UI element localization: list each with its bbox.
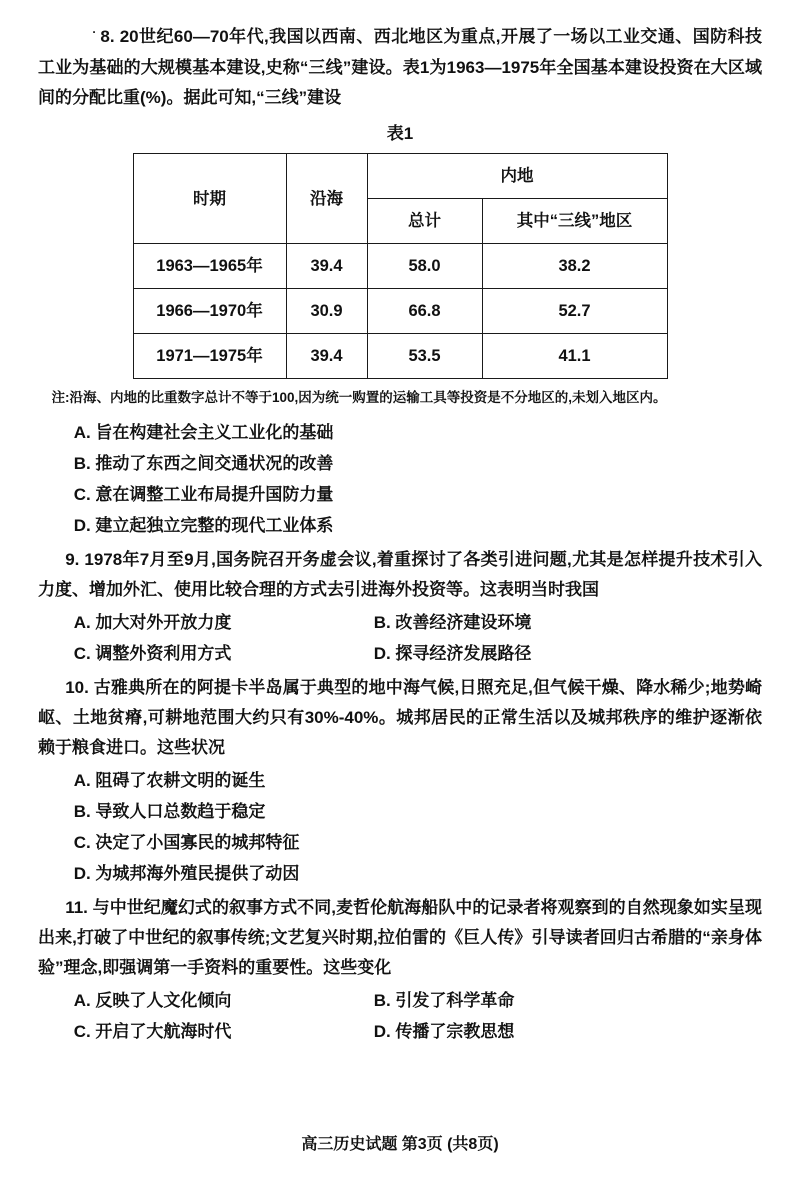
- q10-option-a: A. 阻碍了农耕文明的诞生: [73, 771, 266, 790]
- question-8: [38, 22, 762, 541]
- q8-stem: [38, 22, 762, 113]
- cell-period: 1963—1965年: [133, 244, 286, 289]
- col-header-sanxian: 其中“三线”地区: [482, 199, 667, 244]
- q11-options: [74, 985, 762, 1047]
- q11-option-d: D. 传播了宗教思想: [373, 1022, 515, 1041]
- q10-stem: 10. 古雅典所在的阿提卡半岛属于典型的地中海气候,日照充足,但气候干燥、降水稀少;地势崎岖、土地贫瘠,可耕地范围大约只有30%-40%。城邦居民的正常生活以及城邦秩序的维护逐渐依赖于粮食进口。这些状况: [38, 678, 762, 757]
- col-header-period: 时期: [133, 154, 286, 244]
- q9-option-b: B. 改善经济建设环境: [373, 613, 532, 632]
- table-note: 注:沿海、内地的比重数字总计不等于100,因为统一购置的运输工具等投资是不分地区的,未划入地区内。: [51, 390, 667, 405]
- cell-sanxian: 38.2: [482, 244, 667, 289]
- q10-option-d: D. 为城邦海外殖民提供了动因: [73, 864, 300, 883]
- table-header-row-1: [133, 154, 667, 199]
- cell-period: 1971—1975年: [133, 334, 286, 379]
- table-1: [133, 153, 668, 379]
- q9-option-d: D. 探寻经济发展路径: [373, 644, 532, 663]
- question-9: [38, 545, 762, 669]
- cell-total: 53.5: [367, 334, 482, 379]
- question-10: [38, 673, 762, 889]
- q9-option-a: A. 加大对外开放力度: [73, 613, 232, 632]
- q8-stem-text: 8. 20世纪60—70年代,我国以西南、西北地区为重点,开展了一场以工业交通、国防科技工业为基础的大规模基本建设,史称“三线”建设。表1为1963—1975年全国基本建设投资在大区域间的分配比重(%)。据此可知,“三线”建设: [38, 27, 762, 107]
- cell-total: 66.8: [367, 289, 482, 334]
- q10-option-c: C. 决定了小国寡民的城邦特征: [73, 833, 300, 852]
- col-header-total: 总计: [367, 199, 482, 244]
- q10-option-b: B. 导致人口总数趋于稳定: [73, 802, 266, 821]
- q11-option-a: A. 反映了人文化倾向: [73, 991, 232, 1010]
- col-header-inland: 内地: [367, 154, 667, 199]
- table-1-title: 表1: [386, 124, 414, 143]
- table-row: [133, 289, 667, 334]
- cell-coastal: 39.4: [286, 244, 367, 289]
- q9-option-c: C. 调整外资利用方式: [73, 644, 232, 663]
- q8-option-d: D. 建立起独立完整的现代工业体系: [73, 516, 334, 535]
- q8-option-b: B. 推动了东西之间交通状况的改善: [73, 454, 334, 473]
- page-footer: 高三历史试题 第3页 (共8页): [301, 1136, 499, 1153]
- cell-total: 58.0: [367, 244, 482, 289]
- q8-option-c: C. 意在调整工业布局提升国防力量: [73, 485, 334, 504]
- q11-option-b: B. 引发了科学革命: [373, 991, 515, 1010]
- table-row: [133, 334, 667, 379]
- q8-option-a: A. 旨在构建社会主义工业化的基础: [73, 423, 334, 442]
- q9-stem: 9. 1978年7月至9月,国务院召开务虚会议,着重探讨了各类引进问题,尤其是怎样提升技术引入力度、增加外汇、使用比较合理的方式去引进海外投资等。这表明当时我国: [38, 550, 762, 599]
- table-row: [133, 244, 667, 289]
- cell-period: 1966—1970年: [133, 289, 286, 334]
- q8-options: [74, 417, 762, 541]
- cell-coastal: 30.9: [286, 289, 367, 334]
- q11-option-c: C. 开启了大航海时代: [73, 1022, 232, 1041]
- q9-options: [74, 607, 762, 669]
- cell-sanxian: 41.1: [482, 334, 667, 379]
- cell-sanxian: 52.7: [482, 289, 667, 334]
- col-header-coastal: 沿海: [286, 154, 367, 244]
- q10-options: [74, 765, 762, 889]
- cell-coastal: 39.4: [286, 334, 367, 379]
- q11-stem: 11. 与中世纪魔幻式的叙事方式不同,麦哲伦航海船队中的记录者将观察到的自然现象如实呈现出来,打破了中世纪的叙事传统;文艺复兴时期,拉伯雷的《巨人传》引导读者回归古希腊的“亲身体验”理念,即强调第一手资料的重要性。这些变化: [38, 898, 762, 977]
- question-11: [38, 893, 762, 1047]
- stray-dot-mark: ·: [92, 25, 97, 39]
